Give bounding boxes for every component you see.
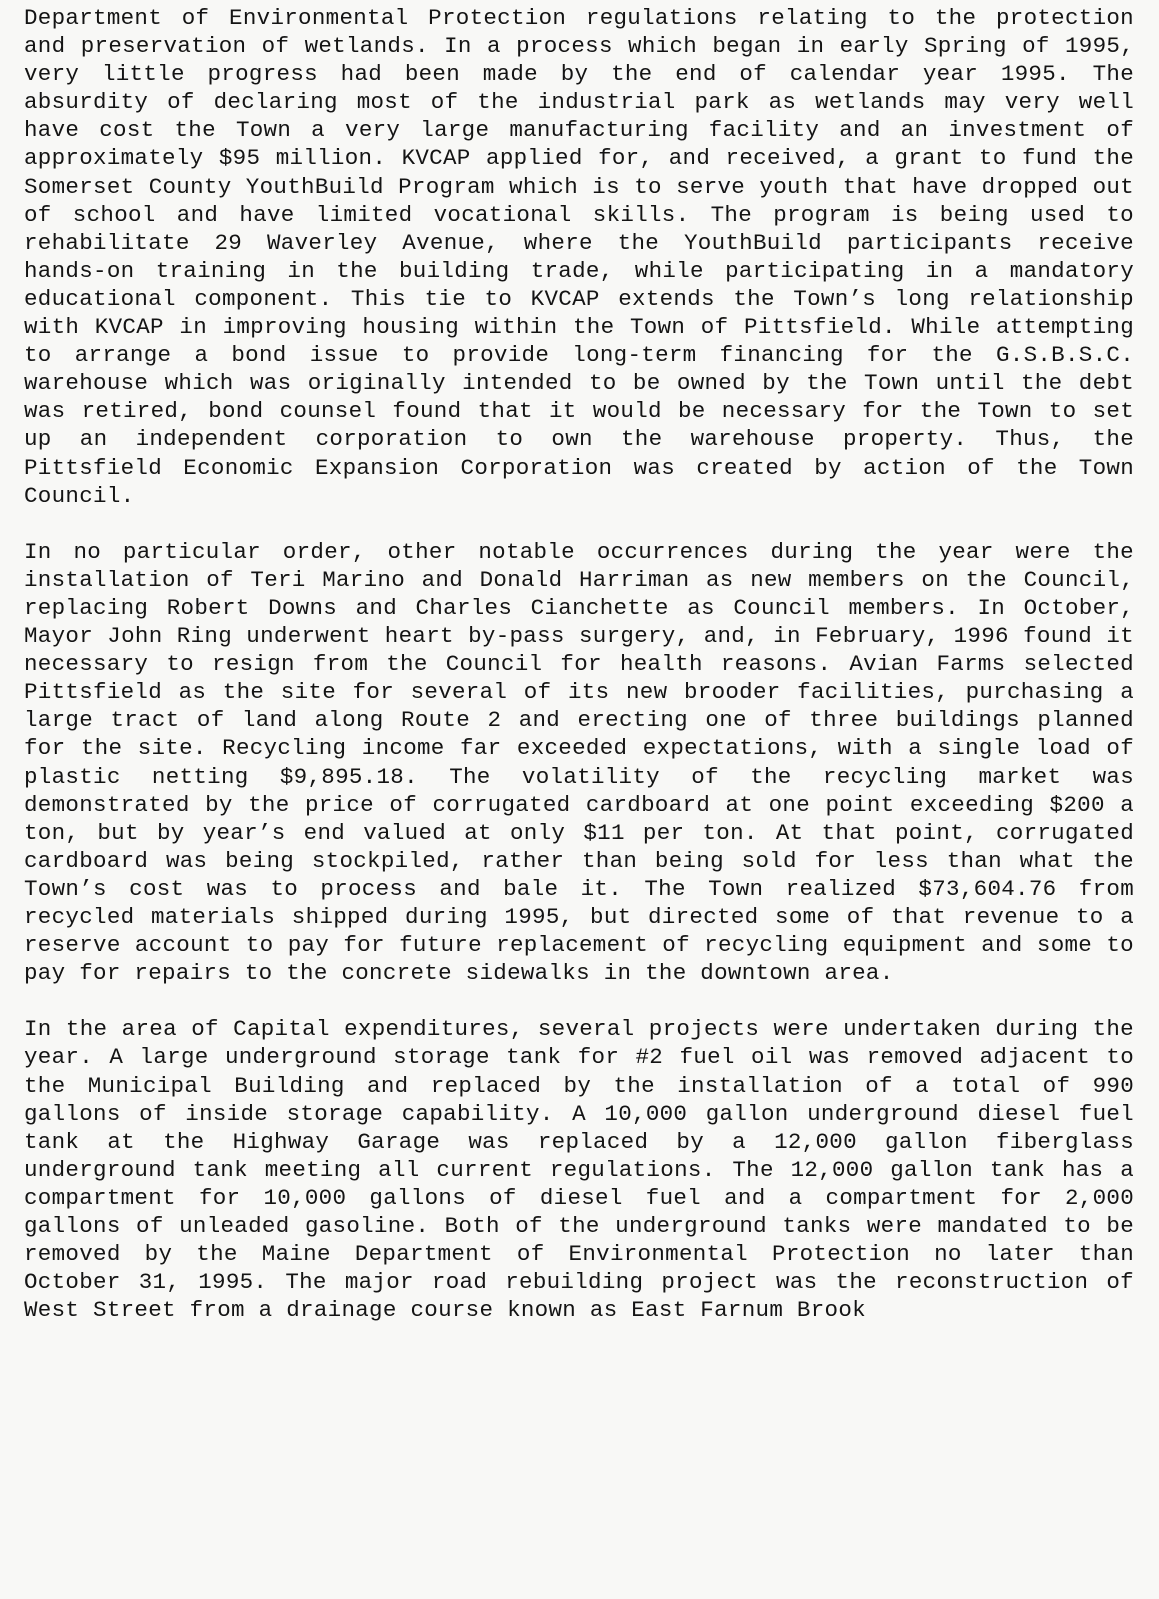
paragraph-capital-expenditures: In the area of Capital expenditures, several projects were undertaken during the year. A large underground storage tank for #2 fuel oil was removed adjacent to the Municipal Building and replaced by the installation of a total of 990 gallons of inside storage capability. A 10,000 gallon underground diesel fuel tank at the Highway Garage was replaced by a 12,000 gallon fiberglass underground tank meeting all current regulations. The 12,000 gallon tank has a compartment for 10,000 gallons of diesel fuel and a compartment for 2,000 gallons of unleaded gasoline. Both of the underground tanks were mandated to be removed by the Maine Department of Environmental Protection no later than October 31, 1995. The major road rebuilding project was the reconstruction of West Street from a drainage course known as East Farnum Brook bbox=[24, 1016, 1134, 1324]
paragraph-notable-occurrences: In no particular order, other notable occurrences during the year were the installation of Teri Marino and Donald Harriman as new members on the Council, replacing Robert Downs and Charles Cianchette as Council members. In October, Mayor John Ring underwent heart by-pass surgery, and, in February, 1996 found it necessary to resign from the Council for health reasons. Avian Farms selected Pittsfield as the site for several of its new brooder facilities, purchasing a large tract of land along Route 2 and erecting one of three buildings planned for the site. Recycling income far exceeded expectations, with a single load of plastic netting $9,895.18. The volatility of the recycling market was demonstrated by the price of corrugated cardboard at one point exceeding $200 a ton, but by year’s end valued at only $11 per ton. At that point, corrugated cardboard was being stockpiled, rather than being sold for less than what the Town’s cost was to process and bale it. The Town realized $73,604.76 from recycled materials shipped during 1995, but directed some of that revenue to a reserve account to pay for future replacement of recycling equipment and some to pay for repairs to the concrete sidewalks in the downtown area. bbox=[24, 538, 1134, 987]
document-page bbox=[24, 4, 1134, 1324]
paragraph-wetlands-kvcap: Department of Environmental Protection regulations relating to the protection and preservation of wetlands. In a process which began in early Spring of 1995, very little progress had been made by the end of calendar year 1995. The absurdity of declaring most of the industrial park as wetlands may very well have cost the Town a very large manufacturing facility and an investment of approximately $95 million. KVCAP applied for, and received, a grant to fund the Somerset County YouthBuild Program which is to serve youth that have dropped out of school and have limited vocational skills. The program is being used to rehabilitate 29 Waverley Avenue, where the YouthBuild participants receive hands-on training in the building trade, while participating in a mandatory educational component. This tie to KVCAP extends the Town’s long relationship with KVCAP in improving housing within the Town of Pittsfield. While attempting to arrange a bond issue to provide long-term financing for the G.S.B.S.C. warehouse which was originally intended to be owned by the Town until the debt was retired, bond counsel found that it would be necessary for the Town to set up an independent corporation to own the warehouse property. Thus, the Pittsfield Economic Expansion Corporation was created by action of the Town Council. bbox=[24, 5, 1134, 509]
